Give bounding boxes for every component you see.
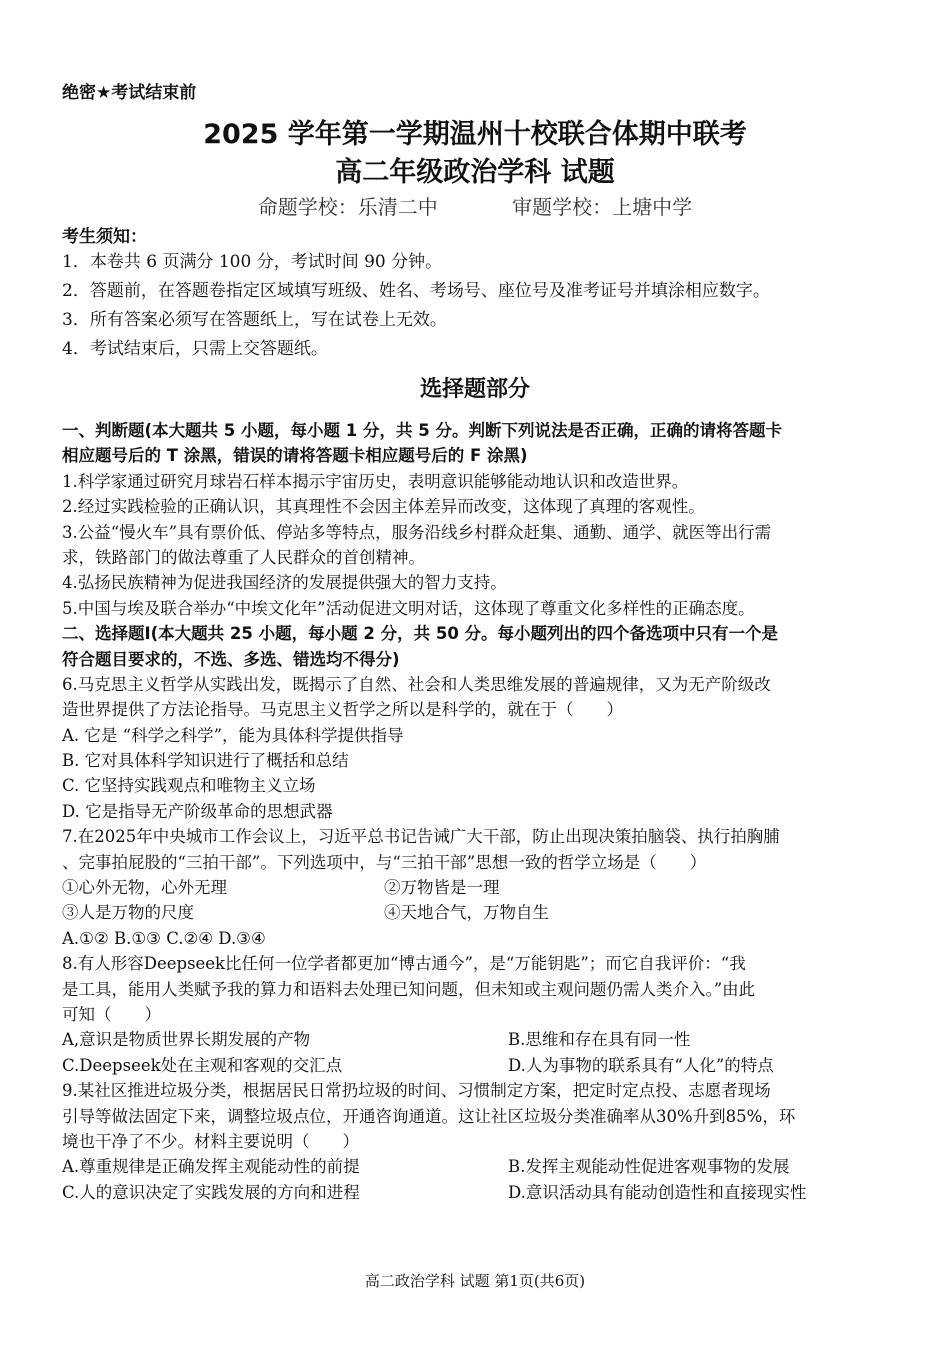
notice-title: 考生须知： [62, 227, 147, 247]
question-8: 8.有人形容Deepseek比任何一位学者都更加“博古通今”，是“万能钥匙”；而它自我评价：“我 [62, 954, 746, 974]
section-title: 选择题部分 [419, 377, 530, 402]
part2-heading-cont: 符合题目要求的，不选、多选、错选均不得分) [62, 649, 400, 669]
setter-school: 命题学校：乐清二中 [257, 195, 438, 219]
question-7-cont: 、完事拍屁股的“三拍干部”。下列选项中，与“三拍干部”思想一致的哲学立场是（ ） [62, 852, 707, 872]
question-3-cont: 求，铁路部门的做法尊重了人民群众的首创精神。 [62, 547, 425, 567]
q9-option-d: D.意识活动具有能动创造性和直接现实性 [508, 1182, 807, 1202]
q9-options-row1 [62, 1154, 892, 1179]
q9-option-c: C.人的意识决定了实践发展的方向和进程 [62, 1182, 360, 1202]
exam-subtitle: 高二年级政治学科 试题 [335, 157, 615, 188]
q6-option-b: B. 它对具体科学知识进行了概括和总结 [62, 751, 349, 771]
q8-option-c: C.Deepseek处在主观和客观的交汇点 [62, 1055, 343, 1075]
q6-option-c: C. 它坚持实践观点和唯物主义立场 [62, 776, 316, 796]
question-4: 4.弘扬民族精神为促进我国经济的发展提供强大的智力支持。 [62, 573, 507, 593]
q7-item-3: ③人是万物的尺度 [62, 903, 194, 923]
confidential-label: 绝密★考试结束前 [62, 83, 197, 103]
page-footer: 高二政治学科 试题 第1页(共6页) [364, 1272, 586, 1290]
part1-heading-cont: 相应题号后的 T 涂黑，错误的请将答题卡相应题号后的 F 涂黑) [62, 446, 528, 466]
q9-option-a: A.尊重规律是正确发挥主观能动性的前提 [62, 1157, 360, 1177]
q7-choices: A.①② B.①③ C.②④ D.③④ [62, 928, 266, 948]
question-3: 3.公益“慢火车”具有票价低、停站多等特点，服务沿线乡村群众赶集、通勤、通学、就医等出行需 [62, 522, 772, 542]
q9-options-row2 [62, 1180, 892, 1205]
q7-options-row2 [62, 900, 892, 925]
q8-options-row1 [62, 1027, 892, 1052]
question-6-cont: 造世界提供了方法论指导。马克思主义哲学之所以是科学的，就在于（ ） [62, 700, 623, 720]
question-8-cont2: 可知（ ） [62, 1004, 161, 1024]
q7-options-row1 [62, 875, 892, 900]
q9-option-b: B.发挥主观能动性促进客观事物的发展 [508, 1157, 790, 1177]
q7-item-2: ②万物皆是一理 [384, 878, 500, 898]
q6-option-d: D. 它是指导无产阶级革命的思想武器 [62, 801, 333, 821]
school-info [0, 191, 950, 220]
question-1: 1.科学家通过研究月球岩石样本揭示宇宙历史，表明意识能够能动地认识和改造世界。 [62, 471, 689, 491]
question-2: 2.经过实践检验的正确认识，其真理性不会因主体差异而改变，这体现了真理的客观性。 [62, 497, 705, 517]
q8-option-d: D.人为事物的联系具有“人化”的特点 [508, 1055, 774, 1075]
question-9-cont2: 境也干净了不少。材料主要说明（ ） [62, 1131, 359, 1151]
question-9-cont: 引导等做法固定下来，调整垃圾点位，开通咨询通道。这让社区垃圾分类准确率从30%升到85%，环 [62, 1106, 796, 1126]
question-8-cont: 是工具，能用人类赋予我的算力和语料去处理已知问题，但未知或主观问题仍需人类介入。”由此 [62, 979, 756, 999]
q7-item-4: ④天地合气，万物自生 [384, 903, 549, 923]
part2-heading: 二、选择题Ⅰ(本大题共 25 小题，每小题 2 分，共 50 分。每小题列出的四个备选项中只有一个是 [62, 624, 779, 644]
question-body [62, 418, 892, 1205]
notice-item: 4．考试结束后，只需上交答题纸。 [62, 339, 328, 359]
question-9: 9.某社区推进垃圾分类，根据居民日常扔垃圾的时间、习惯制定方案，把定时定点投、志愿者现场 [62, 1081, 771, 1101]
q6-option-a: A. 它是 “科学之科学”，能为具体科学提供指导 [62, 725, 404, 745]
notice-item: 1．本卷共 6 页满分 100 分，考试时间 90 分钟。 [62, 252, 443, 272]
q8-option-a: A,意识是物质世界长期发展的产物 [62, 1030, 311, 1050]
q8-options-row2 [62, 1053, 892, 1078]
question-5: 5.中国与埃及联合举办“中埃文化年”活动促进文明对话，这体现了尊重文化多样性的正确态度。 [62, 598, 755, 618]
question-6: 6.马克思主义哲学从实践出发，既揭示了自然、社会和人类思维发展的普遍规律，又为无产阶级改 [62, 674, 771, 694]
q7-item-1: ①心外无物，心外无理 [62, 878, 227, 898]
q8-option-b: B.思维和存在具有同一性 [508, 1030, 691, 1050]
notice-list [62, 248, 902, 364]
notice-item: 2．答题前，在答题卷指定区域填写班级、姓名、考场号、座位号及准考证号并填涂相应数字。 [62, 281, 770, 301]
part1-heading: 一、判断题(本大题共 5 小题，每小题 1 分，共 5 分。判断下列说法是否正确，正确的请将答题卡 [62, 421, 782, 440]
question-7: 7.在2025年中央城市工作会议上，习近平总书记告诫广大干部，防止出现决策拍脑袋、执行拍胸脯 [62, 827, 780, 847]
exam-title: 2025 学年第一学期温州十校联合体期中联考 [203, 119, 747, 150]
reviewer-school: 审题学校：上塘中学 [512, 195, 693, 219]
notice-item: 3．所有答案必须写在答题纸上，写在试卷上无效。 [62, 310, 447, 330]
